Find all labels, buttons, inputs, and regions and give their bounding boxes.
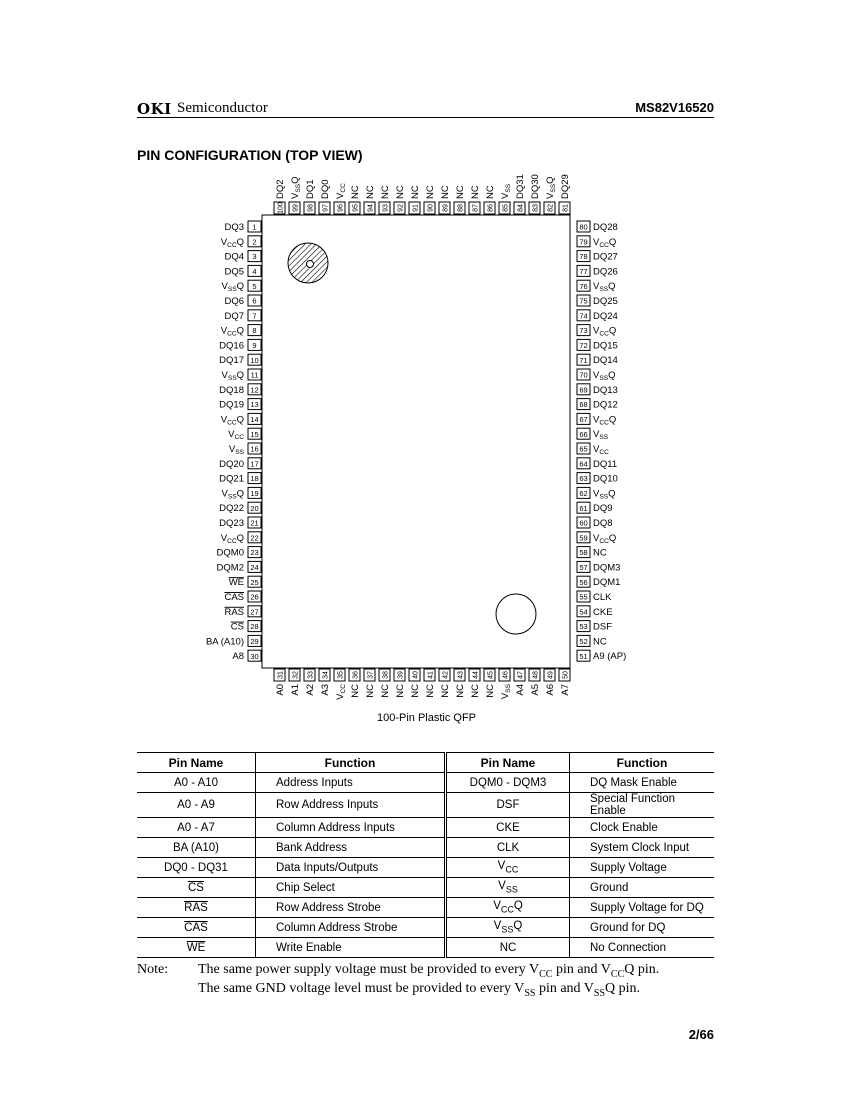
pin-label-nc: NC bbox=[350, 185, 361, 199]
pin-label-dq31: DQ31 bbox=[515, 174, 526, 199]
part-number: MS82V16520 bbox=[635, 100, 714, 115]
pin-name-cell: DQM0 - DQM3 bbox=[446, 773, 570, 793]
pin-name-cell: A0 - A7 bbox=[137, 818, 256, 838]
pin-label-cke: CKE bbox=[593, 606, 613, 618]
pin-name-cell: $\overline{CAS}$ bbox=[137, 918, 256, 938]
pin-number: 29 bbox=[250, 637, 259, 646]
pin-number: 15 bbox=[250, 429, 259, 439]
pin-label-dq17: DQ17 bbox=[219, 355, 244, 367]
function-cell: Ground bbox=[570, 878, 715, 898]
pin-number: 51 bbox=[579, 651, 588, 661]
pin-label-vccq: $V_{CC}Q$ bbox=[220, 236, 244, 249]
pin-number: 72 bbox=[579, 341, 588, 350]
pin-label-nc: NC bbox=[425, 185, 436, 199]
pin-label-dq12: DQ12 bbox=[593, 399, 618, 411]
pin-number: 96 bbox=[337, 204, 345, 212]
pin-number: 92 bbox=[397, 204, 405, 212]
pin-number: 33 bbox=[307, 671, 315, 679]
pin-label-vssq: $V_{SS}Q$ bbox=[221, 488, 244, 501]
pin-name-cell: BA (A10) bbox=[137, 838, 256, 858]
table-row bbox=[137, 938, 714, 958]
pin-number: 26 bbox=[250, 592, 259, 602]
pin-number: 60 bbox=[579, 518, 588, 528]
pin-label-nc: NC bbox=[455, 684, 466, 698]
pin-label-dq28: DQ28 bbox=[593, 222, 618, 233]
pin-label-vccq: $V_{CC}Q$ bbox=[593, 325, 617, 338]
pin-number: 97 bbox=[322, 204, 330, 212]
pin-number: 69 bbox=[579, 385, 588, 395]
pin-label-vssq: $V_{SS}Q$ bbox=[593, 488, 616, 501]
pin-number: 43 bbox=[457, 671, 465, 679]
function-cell: Chip Select bbox=[256, 878, 446, 898]
pin-label-dq10: DQ10 bbox=[593, 473, 618, 485]
pin-label-nc: NC bbox=[425, 684, 436, 698]
function-cell: Row Address Inputs bbox=[256, 793, 446, 818]
pin-number: 79 bbox=[579, 237, 588, 247]
note-line: The same power supply voltage must be provided to every $V_{CC}$ pin and $V_{CC}Q$ pin. bbox=[198, 962, 660, 980]
pin-label-vssq: $V_{SS}Q$ bbox=[221, 281, 244, 294]
pin-label-nc: NC bbox=[485, 684, 496, 698]
pin-number: 75 bbox=[579, 296, 588, 306]
pin-label-dqm0: DQM0 bbox=[216, 547, 244, 559]
pin-label-dqm3: DQM3 bbox=[593, 562, 621, 574]
pin-label-nc: NC bbox=[395, 684, 406, 698]
pin-label-nc: NC bbox=[485, 185, 496, 199]
pin-number: 36 bbox=[352, 671, 360, 679]
pin-label-vcc: $V_{CC}$ bbox=[593, 444, 609, 456]
pin-label-dq5: DQ5 bbox=[224, 266, 244, 278]
pin-number: 71 bbox=[579, 355, 588, 365]
table-row bbox=[137, 858, 714, 878]
pin-label-nc: NC bbox=[380, 684, 391, 698]
pin-label-cas: CAS bbox=[224, 592, 244, 603]
pin-number: 48 bbox=[532, 671, 540, 679]
pin-label-vssq: $V_{SS}Q$ bbox=[593, 281, 616, 294]
pin-function-table bbox=[137, 752, 714, 958]
pin-label-a6: A6 bbox=[545, 684, 556, 696]
pin-number: 99 bbox=[292, 204, 300, 212]
pin-label-dq4: DQ4 bbox=[224, 251, 244, 263]
pin-name-cell: DSF bbox=[446, 793, 570, 818]
pin-number: 63 bbox=[579, 474, 588, 484]
pin-label-vcc: $V_{CC}$ bbox=[335, 684, 347, 700]
function-cell: Address Inputs bbox=[256, 773, 446, 793]
pin-number: 12 bbox=[250, 385, 259, 395]
pin-number: 77 bbox=[579, 267, 588, 276]
pin-name-cell: $V_{CC}Q$ bbox=[446, 898, 570, 918]
pin-name-cell: $\overline{RAS}$ bbox=[137, 898, 256, 918]
pin-label-dq3: DQ3 bbox=[224, 222, 244, 233]
pin-number: 98 bbox=[307, 204, 315, 212]
pin-name-cell: $V_{CC}$ bbox=[446, 858, 570, 878]
right-pin-row bbox=[577, 221, 626, 662]
pin-name-cell: NC bbox=[446, 938, 570, 958]
pin-name-cell: $\overline{WE}$ bbox=[137, 938, 256, 958]
pin-label-dq7: DQ7 bbox=[224, 310, 244, 322]
pin-label-dq18: DQ18 bbox=[219, 384, 244, 396]
pin-number: 9 bbox=[252, 341, 257, 350]
pin-label-nc: NC bbox=[593, 547, 607, 559]
pin-label-dq2: DQ2 bbox=[275, 179, 286, 199]
pin-number: 1 bbox=[252, 222, 257, 232]
pin-label-vccq: $V_{CC}Q$ bbox=[593, 236, 617, 249]
pin-label-vssq: $V_{SS}Q$ bbox=[545, 176, 557, 199]
pin-name-cell: $V_{SS}Q$ bbox=[446, 918, 570, 938]
pin-number: 62 bbox=[579, 489, 588, 498]
table-row bbox=[137, 793, 714, 818]
pin-label-dq15: DQ15 bbox=[593, 340, 618, 352]
pin-label-dq23: DQ23 bbox=[219, 518, 244, 529]
pin-number: 28 bbox=[250, 622, 259, 632]
pin-number: 37 bbox=[367, 671, 375, 679]
pin-label-dq25: DQ25 bbox=[593, 296, 618, 307]
function-cell: Clock Enable bbox=[570, 818, 715, 838]
pin-number: 47 bbox=[517, 671, 525, 679]
pin-label-dq24: DQ24 bbox=[593, 310, 618, 322]
section-title: PIN CONFIGURATION (TOP VIEW) bbox=[137, 147, 363, 163]
pin-label-nc: NC bbox=[593, 636, 607, 648]
pin-label-vss: $V_{SS}$ bbox=[500, 183, 512, 199]
pin-label-vccq: $V_{CC}Q$ bbox=[220, 532, 244, 545]
pin-number: 73 bbox=[579, 326, 588, 336]
table-row bbox=[137, 898, 714, 918]
pin-number: 78 bbox=[579, 252, 588, 262]
orientation-marker bbox=[496, 594, 536, 634]
pin-label-vssq: $V_{SS}Q$ bbox=[221, 370, 244, 382]
pin-number: 100 bbox=[277, 202, 285, 214]
pin-number: 35 bbox=[337, 671, 345, 679]
pin-label-dq6: DQ6 bbox=[224, 296, 244, 307]
header-function: Function bbox=[256, 753, 446, 773]
pin-label-vccq: $V_{CC}Q$ bbox=[593, 532, 617, 545]
pin-number: 3 bbox=[252, 252, 257, 262]
table-body bbox=[137, 773, 714, 958]
pin-label-dq21: DQ21 bbox=[219, 473, 244, 485]
pin-number: 84 bbox=[517, 204, 525, 212]
pin-label-ras: RAS bbox=[224, 606, 244, 618]
pin-label-a5: A5 bbox=[530, 684, 541, 696]
pin-label-nc: NC bbox=[365, 185, 376, 199]
pin-number: 40 bbox=[412, 671, 420, 679]
function-cell: Column Address Inputs bbox=[256, 818, 446, 838]
pin-number: 68 bbox=[579, 400, 588, 410]
pin-label-dq19: DQ19 bbox=[219, 399, 244, 411]
pin-number: 82 bbox=[547, 204, 555, 212]
pin-name-cell: $V_{SS}$ bbox=[446, 878, 570, 898]
bottom-pin-row bbox=[274, 669, 571, 700]
pin-label-dq22: DQ22 bbox=[219, 503, 244, 515]
pin-label-nc: NC bbox=[410, 684, 421, 698]
pin-label-a9-ap: A9 (AP) bbox=[593, 651, 627, 663]
table-row bbox=[137, 838, 714, 858]
pin-number: 49 bbox=[547, 671, 555, 679]
pin-number: 16 bbox=[250, 444, 259, 454]
pin-label-dq30: DQ30 bbox=[530, 174, 541, 199]
function-cell: Bank Address bbox=[256, 838, 446, 858]
pin-number: 27 bbox=[250, 607, 259, 617]
pin-label-clk: CLK bbox=[593, 592, 612, 603]
pin1-marker-dot bbox=[307, 261, 314, 268]
pin-number: 88 bbox=[457, 204, 465, 212]
pin-number: 20 bbox=[250, 503, 259, 513]
pin-label-vccq: $V_{CC}Q$ bbox=[220, 325, 244, 338]
pin-number: 41 bbox=[427, 671, 435, 679]
pin-label-cs: CS bbox=[230, 621, 244, 633]
pin-number: 17 bbox=[250, 459, 259, 469]
pin-number: 23 bbox=[250, 548, 259, 558]
pin-number: 53 bbox=[579, 622, 588, 632]
pin-label-nc: NC bbox=[470, 684, 481, 698]
pin-label-dq9: DQ9 bbox=[593, 503, 613, 515]
pin-number: 39 bbox=[397, 671, 405, 679]
pin-number: 89 bbox=[442, 204, 450, 212]
header-pin-name: Pin Name bbox=[137, 753, 256, 773]
pin-number: 67 bbox=[579, 415, 588, 424]
pin-number: 38 bbox=[382, 671, 390, 679]
pin-number: 54 bbox=[579, 607, 588, 617]
pin-number: 24 bbox=[250, 563, 259, 572]
pin-label-a7: A7 bbox=[560, 684, 571, 696]
function-cell: Supply Voltage for DQ bbox=[570, 898, 715, 918]
pin-number: 94 bbox=[367, 204, 375, 212]
pin-label-vssq: $V_{SS}Q$ bbox=[593, 370, 616, 382]
pin-number: 91 bbox=[412, 204, 420, 212]
pin-label-vccq: $V_{CC}Q$ bbox=[220, 414, 244, 427]
pin-number: 46 bbox=[502, 671, 510, 679]
pin-label-a2: A2 bbox=[305, 684, 316, 696]
pin-label-nc: NC bbox=[455, 185, 466, 199]
page-number: 2/66 bbox=[688, 1027, 714, 1042]
pin-number: 52 bbox=[579, 637, 588, 646]
pin-number: 30 bbox=[250, 651, 259, 661]
pin-label-vss: $V_{SS}$ bbox=[593, 429, 609, 442]
pin-number: 21 bbox=[250, 518, 259, 528]
table-row bbox=[137, 818, 714, 838]
pin-number: 11 bbox=[250, 370, 259, 380]
pin-name-cell: DQ0 - DQ31 bbox=[137, 858, 256, 878]
pin-label-vccq: $V_{CC}Q$ bbox=[593, 414, 617, 427]
pin-label-nc: NC bbox=[440, 185, 451, 199]
pin-number: 56 bbox=[579, 577, 588, 587]
function-cell: Special Function Enable bbox=[570, 793, 715, 818]
pin-name-cell: CLK bbox=[446, 838, 570, 858]
pin-name-cell: CKE bbox=[446, 818, 570, 838]
pin-number: 44 bbox=[472, 671, 480, 679]
pin-number: 7 bbox=[252, 311, 257, 321]
pin-label-a3: A3 bbox=[320, 684, 331, 696]
pin-number: 5 bbox=[252, 281, 257, 291]
pin-label-dq16: DQ16 bbox=[219, 340, 244, 352]
pin-number: 61 bbox=[579, 503, 588, 513]
function-cell: No Connection bbox=[570, 938, 715, 958]
pin-number: 13 bbox=[250, 400, 259, 410]
pin-number: 14 bbox=[250, 415, 259, 424]
pin-label-nc: NC bbox=[350, 684, 361, 698]
pin-number: 34 bbox=[322, 671, 330, 679]
left-pin-row bbox=[206, 221, 261, 662]
pin-label-dq11: DQ11 bbox=[593, 458, 618, 470]
table-row bbox=[137, 773, 714, 793]
pin-number: 6 bbox=[252, 296, 257, 306]
pin-number: 66 bbox=[579, 429, 588, 439]
pin-number: 8 bbox=[252, 326, 257, 336]
pin-number: 90 bbox=[427, 204, 435, 212]
pin-name-cell: A0 - A10 bbox=[137, 773, 256, 793]
pin-number: 85 bbox=[502, 204, 510, 212]
pin-number: 19 bbox=[250, 489, 259, 498]
pin-label-vcc: $V_{CC}$ bbox=[335, 183, 347, 199]
pin-number: 58 bbox=[579, 548, 588, 558]
pin-name-cell: $\overline{CS}$ bbox=[137, 878, 256, 898]
function-cell: DQ Mask Enable bbox=[570, 773, 715, 793]
pin-number: 83 bbox=[532, 204, 540, 212]
pin-number: 87 bbox=[472, 204, 480, 212]
pin-label-dsf: DSF bbox=[593, 621, 612, 633]
pin-label-dqm2: DQM2 bbox=[216, 562, 244, 574]
function-cell: System Clock Input bbox=[570, 838, 715, 858]
pin-label-nc: NC bbox=[440, 684, 451, 698]
pin-number: 22 bbox=[250, 533, 259, 543]
pin-label-vss: $V_{SS}$ bbox=[500, 684, 512, 700]
top-pin-row bbox=[274, 174, 571, 214]
pin-label-ba-a10: BA (A10) bbox=[205, 636, 244, 648]
pin-number: 65 bbox=[579, 444, 588, 454]
pin-number: 81 bbox=[562, 204, 570, 212]
pin-number: 10 bbox=[250, 355, 259, 365]
pin-number: 59 bbox=[579, 533, 588, 543]
pin-number: 74 bbox=[579, 311, 588, 321]
pin-label-nc: NC bbox=[470, 185, 481, 199]
pin-number: 76 bbox=[579, 281, 588, 291]
pin-label-vssq: $V_{SS}Q$ bbox=[290, 176, 302, 199]
pin-label-nc: NC bbox=[395, 185, 406, 199]
pin-number: 86 bbox=[487, 204, 495, 212]
pin-number: 42 bbox=[442, 671, 450, 679]
table-header-row bbox=[137, 753, 714, 773]
pin-number: 25 bbox=[250, 577, 259, 587]
pin-label-dqm1: DQM1 bbox=[593, 577, 621, 589]
pin-label-a0: A0 bbox=[275, 684, 286, 696]
pin-label-a4: A4 bbox=[515, 684, 526, 696]
function-cell: Ground for DQ bbox=[570, 918, 715, 938]
table-row bbox=[137, 878, 714, 898]
table-row bbox=[137, 918, 714, 938]
pin-label-vcc: $V_{CC}$ bbox=[228, 429, 244, 442]
pin-number: 4 bbox=[252, 267, 257, 276]
pin-number: 95 bbox=[352, 204, 360, 212]
function-cell: Row Address Strobe bbox=[256, 898, 446, 918]
diagram-caption: 100-Pin Plastic QFP bbox=[376, 712, 477, 724]
pin-number: 64 bbox=[579, 459, 588, 469]
pin-label-dq0: DQ0 bbox=[320, 179, 331, 199]
company-name: Semiconductor bbox=[177, 100, 268, 116]
pin-number: 31 bbox=[277, 671, 285, 679]
note-line: The same GND voltage level must be provided to every $V_{SS}$ pin and $V_{SS}Q$ pin. bbox=[198, 981, 641, 999]
pin-number: 70 bbox=[579, 370, 588, 380]
pin-label-dq20: DQ20 bbox=[219, 458, 244, 470]
pin-number: 18 bbox=[250, 474, 259, 484]
pin-label-dq14: DQ14 bbox=[593, 355, 618, 367]
pin-label-a1: A1 bbox=[290, 684, 301, 696]
pin-number: 55 bbox=[579, 592, 588, 602]
pin-number: 32 bbox=[292, 671, 300, 679]
function-cell: Supply Voltage bbox=[570, 858, 715, 878]
pin-label-dq29: DQ29 bbox=[560, 174, 571, 199]
header-pin-name: Pin Name bbox=[446, 753, 570, 773]
pin-label-nc: NC bbox=[410, 185, 421, 199]
pin-number: 57 bbox=[579, 563, 588, 572]
pin-label-nc: NC bbox=[380, 185, 391, 199]
pin-number: 2 bbox=[252, 237, 257, 247]
pin-label-nc: NC bbox=[365, 684, 376, 698]
pin-label-dq1: DQ1 bbox=[305, 179, 316, 199]
function-cell: Write Enable bbox=[256, 938, 446, 958]
pin-label-dq8: DQ8 bbox=[593, 518, 613, 529]
pin-label-dq27: DQ27 bbox=[593, 251, 618, 263]
pin-label-we: WE bbox=[228, 577, 244, 589]
function-cell: Column Address Strobe bbox=[256, 918, 446, 938]
function-cell: Data Inputs/Outputs bbox=[256, 858, 446, 878]
pin-label-dq26: DQ26 bbox=[593, 266, 618, 278]
pin-number: 45 bbox=[487, 671, 495, 679]
pin-label-a8: A8 bbox=[232, 651, 244, 663]
note-label: Note: bbox=[137, 962, 169, 977]
pin-number: 80 bbox=[579, 222, 588, 232]
pin-number: 50 bbox=[562, 671, 570, 679]
pin-name-cell: A0 - A9 bbox=[137, 793, 256, 818]
pin-number: 93 bbox=[382, 204, 390, 212]
pin-label-dq13: DQ13 bbox=[593, 384, 618, 396]
company-logo: OKI bbox=[137, 100, 172, 118]
header-function: Function bbox=[570, 753, 715, 773]
pin-label-vss: $V_{SS}$ bbox=[228, 444, 244, 456]
